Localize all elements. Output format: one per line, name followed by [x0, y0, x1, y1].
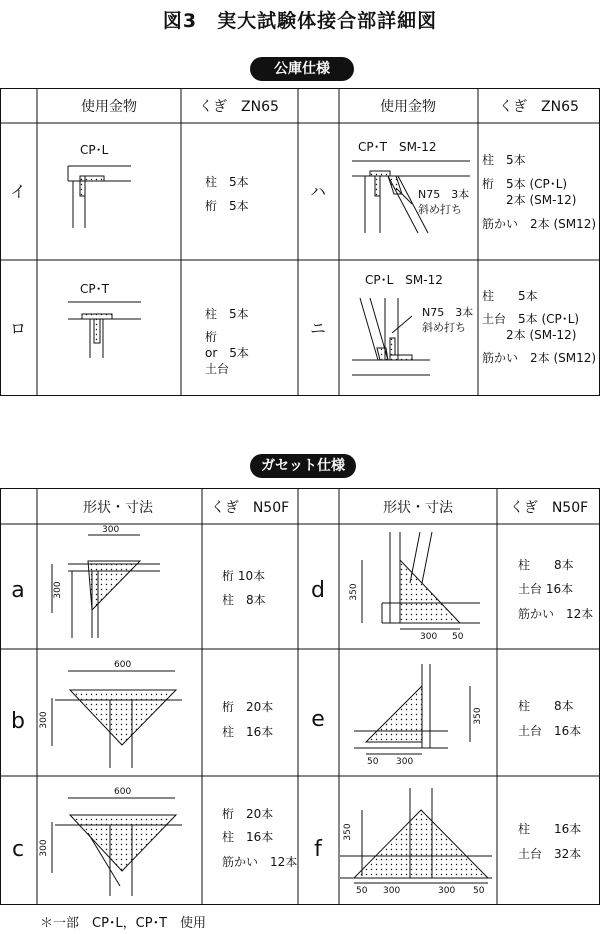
nail-i-1: 桁 5本 — [205, 199, 249, 213]
nail-c-1: 柱 16本 — [222, 830, 274, 844]
nail-ni-1: 土台 5本 (CP･L) — [482, 312, 580, 326]
row-label-ni: ニ — [309, 319, 327, 338]
svg-text:600: 600 — [114, 787, 132, 797]
header-shape-left: 形状・寸法 — [83, 500, 153, 516]
svg-text:N75 3本: N75 3本 — [422, 306, 474, 319]
nail-ni-2: 2本 (SM-12) — [506, 328, 577, 342]
figure-title: 図3 実大試験体接合部詳細図 — [162, 10, 438, 32]
nail-d-2: 筋かい 12本 — [518, 607, 594, 621]
svg-text:50: 50 — [367, 757, 379, 767]
svg-text:350: 350 — [473, 707, 483, 725]
svg-text:300: 300 — [396, 757, 414, 767]
nail-d-1: 土台 16本 — [518, 582, 574, 596]
header-shape-right: 形状・寸法 — [383, 500, 453, 516]
svg-text:CP･T: CP･T — [80, 282, 109, 296]
cpl-sm12-fitting-drawing — [352, 273, 473, 375]
gusset-c-drawing — [39, 787, 182, 896]
svg-text:50: 50 — [356, 886, 368, 896]
row-label-d: d — [311, 578, 325, 603]
svg-text:300: 300 — [383, 886, 401, 896]
svg-text:斜め打ち: 斜め打ち — [422, 321, 466, 334]
svg-text:350: 350 — [349, 583, 359, 601]
nail-ro-3: 土台 — [205, 362, 230, 376]
svg-text:斜め打ち: 斜め打ち — [418, 203, 462, 216]
nail-ro-1: 桁 — [205, 330, 218, 344]
nail-f-1: 土台 32本 — [518, 847, 582, 861]
nail-a-0: 桁 10本 — [222, 569, 266, 583]
svg-text:CP･L: CP･L — [80, 143, 109, 157]
section-badge-gusset: ガセット仕様 — [250, 454, 356, 478]
svg-text:N75 3本: N75 3本 — [418, 188, 470, 201]
kouko-spec-table — [0, 88, 600, 398]
nail-ro-2: or 5本 — [205, 346, 249, 360]
row-label-c: c — [11, 837, 25, 862]
nail-d-0: 柱 8本 — [518, 558, 574, 572]
nail-c-0: 桁 20本 — [222, 807, 274, 821]
svg-text:350: 350 — [343, 823, 353, 841]
nail-e-1: 土台 16本 — [518, 724, 582, 738]
svg-text:300: 300 — [53, 581, 63, 599]
nail-ha-1: 桁 5本 (CP･L) — [482, 177, 568, 191]
header-fitting-left: 使用金物 — [81, 99, 137, 115]
svg-text:50: 50 — [452, 632, 464, 642]
row-label-a: a — [11, 578, 25, 603]
header-nail-left: くぎ ZN65 — [199, 99, 279, 115]
gusset-spec-table — [0, 488, 600, 908]
gusset-f-drawing — [340, 788, 492, 896]
nail-i-0: 柱 5本 — [205, 175, 249, 189]
header-nail-right: くぎ N50F — [509, 500, 589, 516]
gusset-a-drawing — [52, 525, 160, 638]
footnote: ＊一部 CP･L，CP･T 使用 — [40, 916, 207, 931]
nail-b-1: 柱 16本 — [222, 725, 274, 739]
nail-c-2: 筋かい 12本 — [222, 855, 298, 869]
svg-text:300: 300 — [39, 711, 49, 729]
svg-text:CP･T SM-12: CP･T SM-12 — [358, 140, 437, 154]
nail-f-0: 柱 16本 — [518, 822, 582, 836]
svg-text:CP･L SM-12: CP･L SM-12 — [365, 273, 443, 287]
svg-text:300: 300 — [39, 839, 49, 857]
svg-text:50: 50 — [473, 886, 485, 896]
svg-text:300: 300 — [438, 886, 456, 896]
row-label-f: f — [314, 837, 322, 862]
cpt-fitting-drawing — [68, 282, 141, 358]
row-label-ha: ハ — [309, 182, 327, 201]
svg-text:600: 600 — [114, 660, 132, 670]
gusset-b-drawing — [39, 660, 182, 768]
nail-b-0: 桁 20本 — [222, 700, 274, 714]
nail-e-0: 柱 8本 — [518, 699, 574, 713]
nail-ni-0: 柱 5本 — [482, 289, 538, 303]
header-nail-right: くぎ ZN65 — [499, 99, 579, 115]
gusset-e-drawing — [354, 664, 483, 767]
row-label-i: イ — [9, 182, 27, 201]
row-label-b: b — [11, 709, 25, 734]
nail-ro-0: 柱 5本 — [205, 307, 249, 321]
section-badge-kouko: 公庫仕様 — [250, 57, 354, 81]
nail-ha-3: 筋かい 2本 (SM12) — [482, 217, 597, 231]
nail-ha-0: 柱 5本 — [482, 153, 526, 167]
cpt-sm12-fitting-drawing — [352, 140, 470, 233]
cpl-fitting-drawing — [68, 143, 131, 228]
header-nail-left: くぎ N50F — [210, 500, 290, 516]
header-fitting-right: 使用金物 — [380, 99, 436, 115]
svg-text:300: 300 — [420, 632, 438, 642]
svg-text:300: 300 — [102, 525, 120, 535]
nail-a-1: 柱 8本 — [222, 593, 266, 607]
row-label-ro: ロ — [9, 319, 27, 338]
nail-ha-2: 2本 (SM-12) — [506, 193, 577, 207]
row-label-e: e — [311, 707, 325, 732]
nail-ni-3: 筋かい 2本 (SM12) — [482, 351, 597, 365]
gusset-d-drawing — [349, 532, 480, 642]
